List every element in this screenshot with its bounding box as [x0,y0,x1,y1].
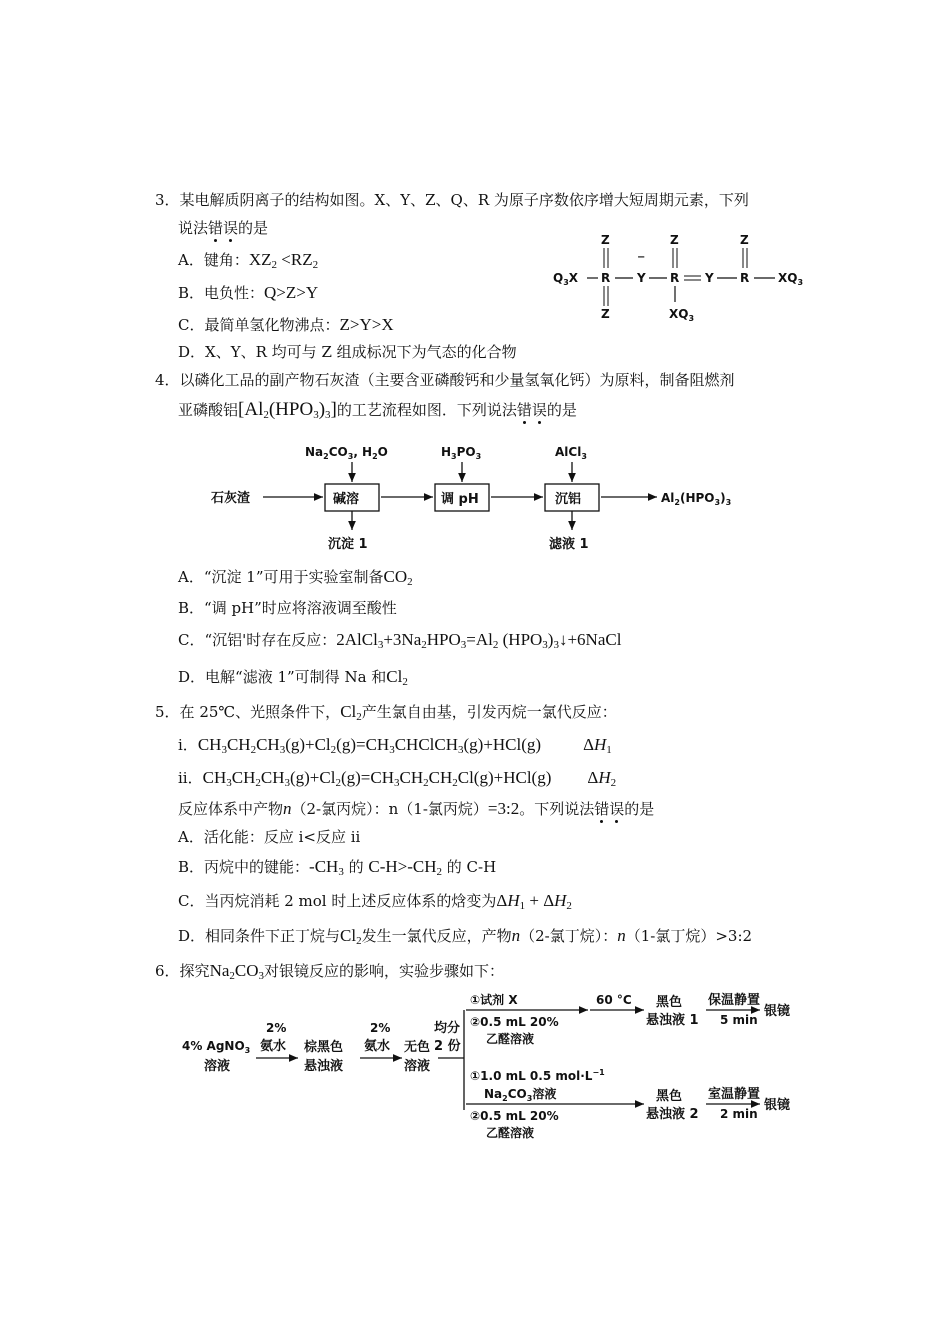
q6-bottom-end-label: 银镜 [764,1098,791,1113]
q6-experiment-flow-diagram [170,990,810,1150]
svg-text:溶液: 溶液 [404,1059,431,1074]
q4-out1-label: 沉淀 1 [328,537,368,552]
svg-text:碱溶: 碱溶 [333,492,360,507]
q3-stem-line1 [155,190,749,210]
svg-text:−: − [637,252,646,263]
svg-text:溶液: 溶液 [204,1059,231,1074]
q4-reagent1-label: $Na_2CO_3$, $H_2O$ [305,445,388,461]
q3-b-formula: Q>Z>Y [264,283,319,302]
q5-option-a: A．活化能：反应 i<反应 ii [178,828,361,846]
q4-option-d: D．电解“滤液 1”可制得 Na 和$Cl_2$ [178,667,408,688]
q6-top-reagent1: ①试剂 X [470,993,518,1007]
q3-option-b: B．电负性：Q>Z>Y [178,283,319,302]
q6-top-end-label: 银镜 [764,1004,791,1019]
q4-reagent3-label: AlCl$_3$ [555,445,587,461]
q3-q3x-label: $Q_3X$ [553,271,579,287]
emphasis-dot: 误 [531,401,547,419]
q5-option-b: B．丙烷中的键能：$-CH_3$ 的 $C-H>-CH_2$ 的 C-H [178,857,497,878]
svg-text:室温静置: 室温静置 [708,1087,761,1102]
q6-stem: 6．探究$Na_2CO_3$对银镜反应的影响，实验步骤如下： [155,961,505,982]
svg-text:Z: Z [601,307,610,321]
svg-text:Z: Z [670,233,679,247]
q4-stem-line1: 4．以磷化工品的副产物石灰渣（主要含亚磷酸钙和少量氢氧化钙）为原料，制备阻燃剂 [155,371,735,389]
q4-option-c: C．“沉铝'时存在反应：$2AlCl_3+3Na_2HPO_3=Al_2$ $(HPO_3)_3↓+6NaCl$ [178,630,622,651]
q3-y2-label: Y [705,271,714,285]
q5-option-d: D．相同条件下正丁烷与$Cl_2$发生一氯代反应，产物n（2-氯丁烷）：n（1-氯丁烷）>3:2 [178,926,753,947]
q3-option-c: C．最简单氢化物沸点：Z>Y>X [178,315,394,334]
q5-stem: 5．在 25℃、光照条件下，$Cl_2$产生氯自由基，引发丙烷一氯代反应： [155,702,617,723]
q4-process-flow-diagram [205,440,745,555]
svg-text:悬浊液: 悬浊液 [304,1059,344,1074]
q3-anion-structure-diagram [545,230,815,325]
emphasis-dot: 误 [609,800,625,818]
svg-text:乙醛溶液: 乙醛溶液 [486,1126,535,1140]
q3-stem-text: 某电解质阴离子的结构如图。X、Y、Z、Q、R 为原子序数依序增大短周期元素，下列 [179,191,749,209]
svg-text:5 min: 5 min [720,1013,758,1027]
q3-c-formula: Z>Y>X [339,315,394,334]
q6-top-mid-label: 黑色 [656,995,683,1010]
svg-text:氨水: 氨水 [260,1039,287,1054]
svg-text:悬浊液 1: 悬浊液 1 [646,1013,699,1028]
q6-bottom-mid-label: 黑色 [656,1089,683,1104]
svg-text:乙醛溶液: 乙醛溶液 [486,1032,535,1046]
q3-r3-label: R [740,271,750,285]
svg-text:Na2CO3溶液: $Na_2CO_3$溶液 [484,1087,557,1103]
q3-number: 3． [155,191,180,209]
q5-equation-ii: ii．$CH_3CH_2CH_3(g)+Cl_2(g)=CH_3CH_2CH_2Cl(g)+HCl(g)$ $\Delta H_2$ [178,768,617,789]
q3-y1-label: Y [637,271,646,285]
q4-number: 4． [155,371,180,389]
svg-text:保温静置: 保温静置 [708,993,761,1008]
svg-text:2 份: 2 份 [434,1039,461,1054]
q4-out3-label: 滤液 1 [549,537,589,552]
svg-text:②0.5 mL 20%: ②0.5 mL 20% [470,1015,559,1029]
q5-equation-i: i．$CH_3CH_2CH_3(g)+Cl_2(g)=CH_3CHClCH_3(g)+HCl(g)$ $\Delta H_1$ [178,735,612,756]
q3-r2-label: R [670,271,680,285]
q4-product-label: $Al_2(HPO_3)_3$ [661,491,732,507]
q3-a-formula: $XZ_2 <RZ_2$ [248,250,319,271]
svg-text:②0.5 mL 20%: ②0.5 mL 20% [470,1109,559,1123]
q4-start-label: 石灰渣 [211,491,251,506]
svg-text:2 min: 2 min [720,1107,758,1121]
q3-option-a: A．键角：$XZ_2 <RZ_2$ [178,250,319,271]
emphasis-dot: 错 [208,219,224,237]
svg-text:调 pH: 调 pH [441,492,479,507]
q6-number: 6． [155,962,180,980]
svg-text:Z: Z [601,233,610,247]
svg-text:Z: Z [740,233,749,247]
q4-option-b: B．“调 pH”时应将溶液调至酸性 [178,599,397,617]
q5-number: 5． [155,703,180,721]
q4-option-a: A．“沉淀 1”可用于实验室制备$CO_2$ [178,567,413,588]
svg-text:氨水: 氨水 [364,1039,391,1054]
emphasis-dot: 错 [594,800,610,818]
q3-stem-line2: 说法错误的是 [178,219,269,237]
svg-text:均分: 均分 [434,1021,461,1036]
q6-start-label: 4% AgNO$_3$ [182,1039,251,1055]
q4-reagent2-label: $H_3PO_3$ [441,445,482,461]
svg-text:悬浊液 2: 悬浊液 2 [646,1107,699,1122]
q6-bottom-reagent1: ①1.0 mL 0.5 $mol\cdot L^{-1}$ [470,1068,605,1083]
svg-text:XQ3: $XQ_3$ [778,271,804,287]
emphasis-dot: 误 [223,219,239,237]
emphasis-dot: 错 [516,401,532,419]
q5-option-c: C．当丙烷消耗 2 mol 时上述反应体系的焓变为$\Delta H_1 + \Delta H_2$ [178,891,572,912]
svg-text:2%: 2% [370,1021,391,1035]
q4-stem-line2: 亚磷酸铝$[Al_2(HPO_3)_3]$的工艺流程如图．下列说法错误的是 [178,399,577,421]
q4-c-equation: $2AlCl_3+3Na_2HPO_3=Al_2$ $(HPO_3)_3↓+6NaCl$ [336,630,622,651]
q6-mid1-label: 棕黑色 [304,1040,344,1055]
q6-mid2-label: 无色 [404,1040,431,1055]
svg-text:XQ3: $XQ_3$ [669,307,695,323]
svg-text:2%: 2% [266,1021,287,1035]
q4-product-formula: $[Al_2(HPO_3)_3]$ [238,399,337,421]
q3-r1-label: R [601,271,611,285]
q5-ratio-line: 反应体系中产物n（2-氯丙烷）：n（1-氯丙烷）=3:2。下列说法错误的是 [178,799,655,818]
q3-option-d: D．X、Y、R 均可与 Z 组成标况下为气态的化合物 [178,343,517,361]
svg-text:沉铝: 沉铝 [555,492,582,507]
q6-top-temperature: 60 °C [596,993,632,1007]
